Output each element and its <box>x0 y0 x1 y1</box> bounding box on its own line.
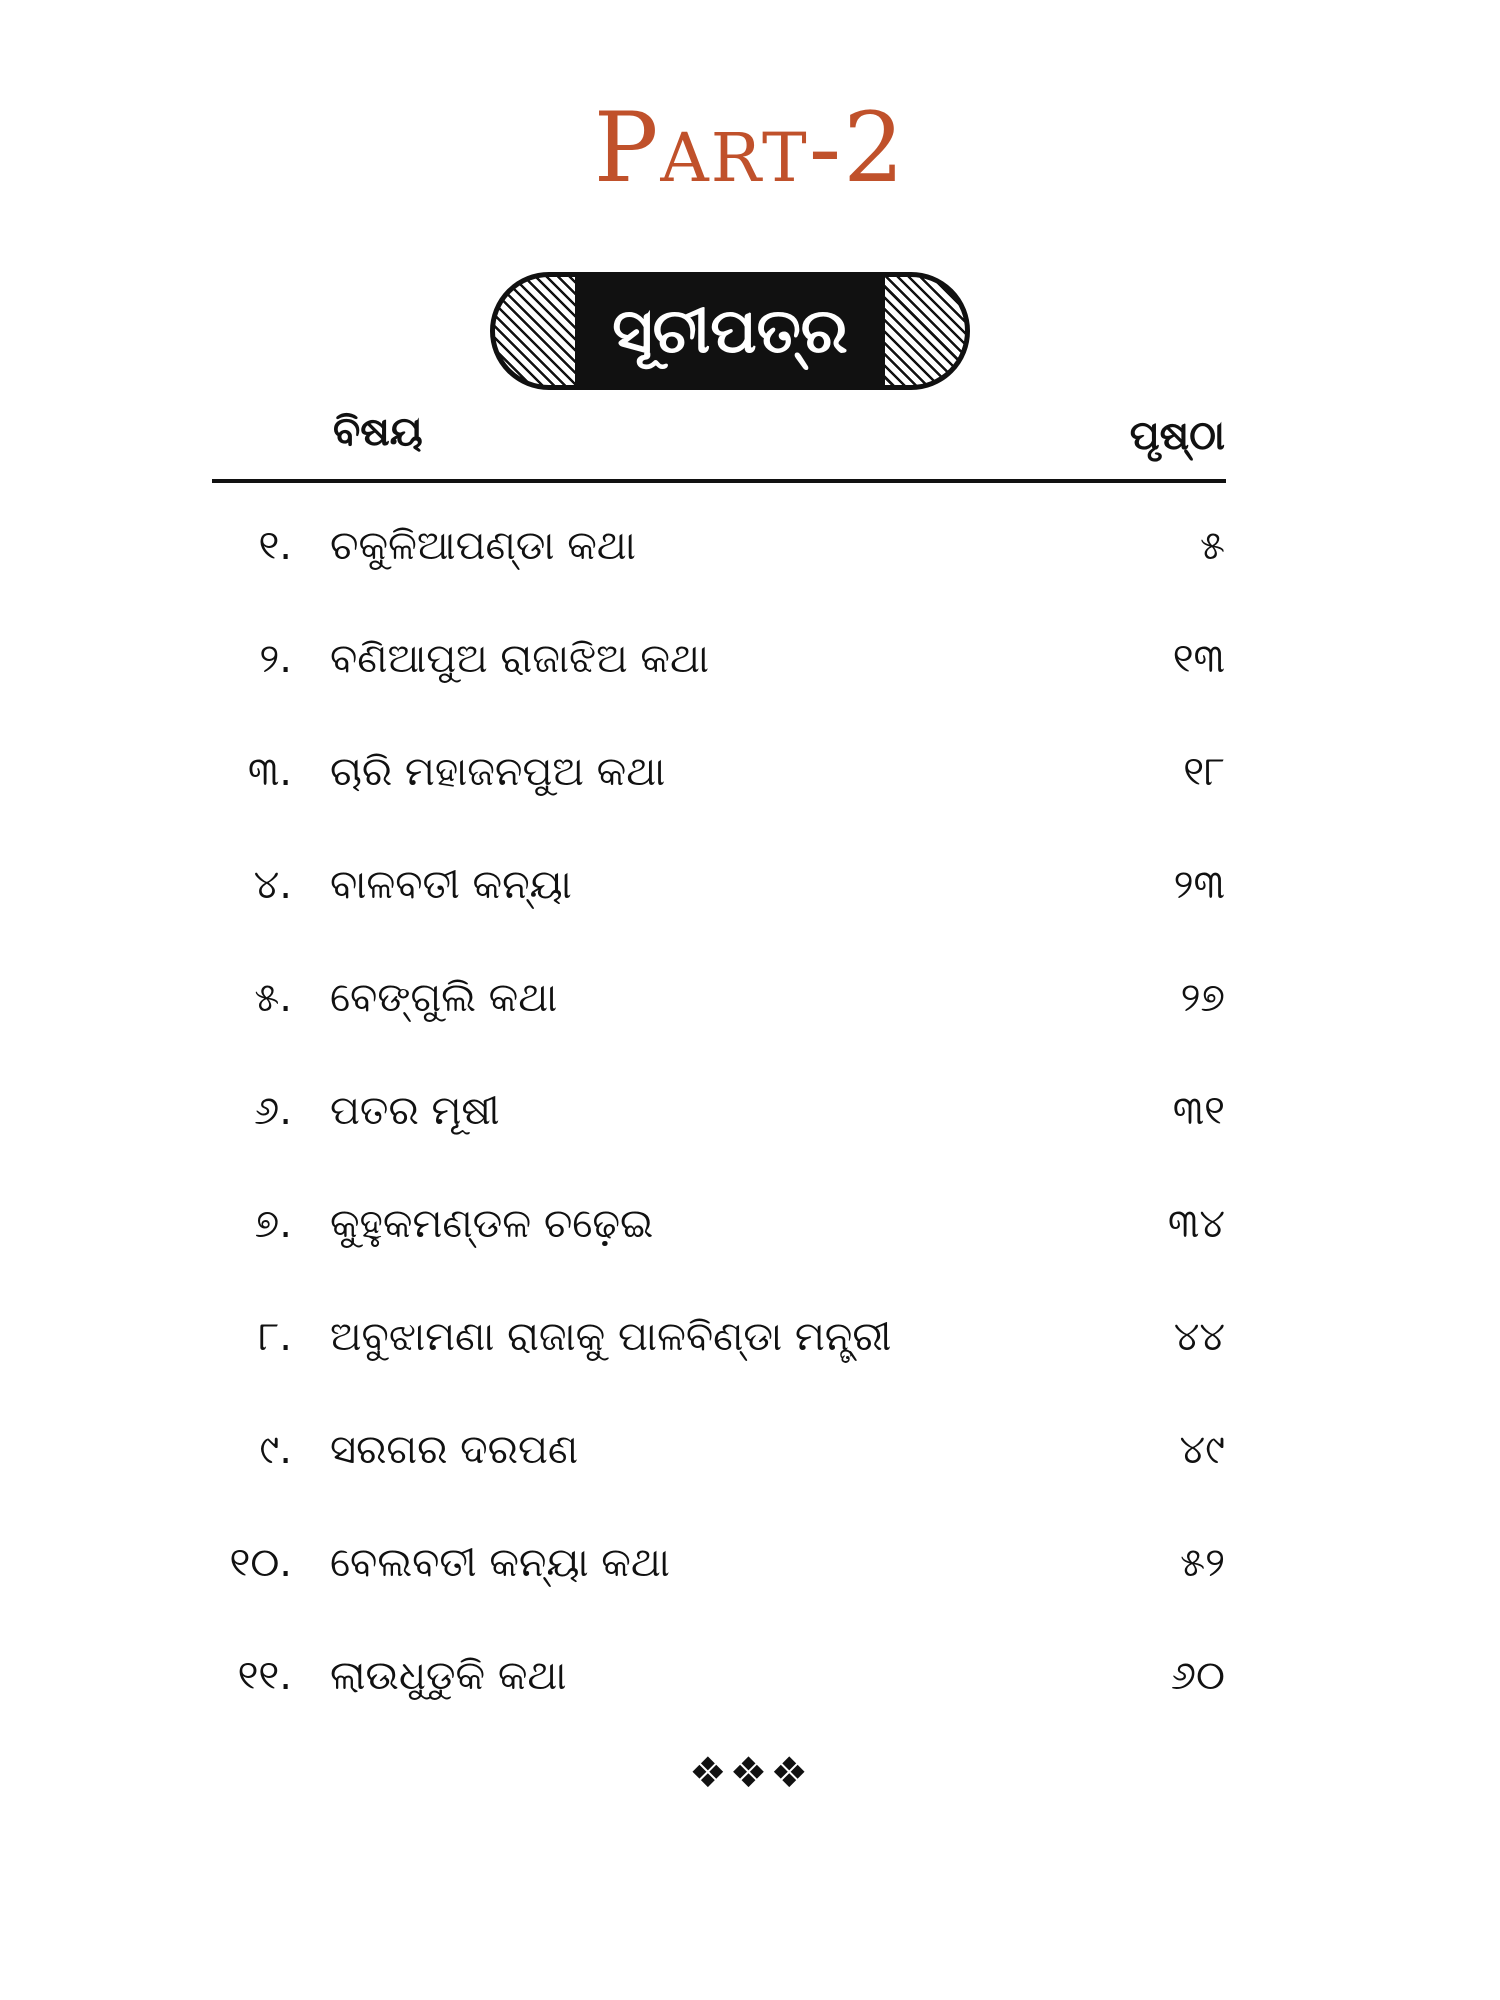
entry-title: ଚାରି ମହାଜନପୁଅ କଥା <box>330 749 666 795</box>
entry-number: ୩. <box>247 749 292 795</box>
entry-number: ୧୧. <box>237 1653 292 1699</box>
entry-title: ଚକୁଳିଆପଣ୍ଡା କଥା <box>330 523 636 569</box>
entry-page: ୫ <box>1200 523 1225 569</box>
entry-number: ୨. <box>259 636 292 682</box>
contents-banner <box>490 272 970 390</box>
entry-title: ପତର ମୂଷୀ <box>330 1088 500 1134</box>
entry-title: ବଣିଆପୁଅ ରାଜାଝିଅ କଥା <box>330 636 710 682</box>
column-header-subject: ବିଷୟ <box>333 409 423 455</box>
entry-page: ୬୦ <box>1170 1653 1225 1699</box>
contents-banner-center <box>575 277 885 385</box>
contents-heading: ସୂଚୀପତ୍ର <box>612 294 848 367</box>
entry-page: ୧୩ <box>1172 636 1225 682</box>
entry-number: ୧୦. <box>229 1540 292 1586</box>
entry-number: ୫. <box>254 975 292 1021</box>
column-header-page: ପୃଷ୍ଠା <box>1129 413 1225 459</box>
entry-title: ବେଲବତୀ କନ୍ୟା କଥା <box>330 1540 670 1586</box>
entry-number: ୭. <box>254 1201 292 1247</box>
toc-entry <box>0 1396 1500 1509</box>
table-of-contents <box>0 492 1500 1735</box>
entry-page: ୨୭ <box>1180 975 1225 1021</box>
entry-page: ୩୧ <box>1172 1088 1225 1134</box>
entry-number: ୬. <box>254 1088 292 1134</box>
toc-entry <box>0 1170 1500 1283</box>
toc-entry <box>0 492 1500 605</box>
entry-page: ୫୨ <box>1180 1540 1225 1586</box>
ornament-divider: ❖❖❖ <box>689 1748 811 1797</box>
entry-page: ୪୪ <box>1173 1314 1225 1360</box>
entry-number: ୯. <box>259 1427 292 1473</box>
toc-entry <box>0 831 1500 944</box>
entry-title: ବାଳବତୀ କନ୍ୟା <box>330 862 572 908</box>
entry-page: ୩୪ <box>1167 1201 1225 1247</box>
entry-number: ୪. <box>253 862 292 908</box>
toc-entry <box>0 605 1500 718</box>
entry-number: ୮. <box>258 1314 292 1360</box>
entry-title: ଅବୁଝାମଣା ରାଜାକୁ ପାଳବିଣ୍ଡା ମନ୍ତ୍ରୀ <box>330 1314 892 1360</box>
toc-entry <box>0 1283 1500 1396</box>
entry-title: ବେଙ୍ଗୁଲି କଥା <box>330 975 558 1021</box>
entry-title: ସରଗର ଦରପଣ <box>330 1427 579 1473</box>
entry-title: ଲାଉଧୁଡୁକି କଥା <box>330 1653 567 1699</box>
part-title: Part-2 <box>593 92 907 204</box>
entry-title: କୁହୁକମଣ୍ଡଳ ଚଢ଼େଇ <box>330 1201 654 1247</box>
toc-entry <box>0 1509 1500 1622</box>
entry-page: ୪୯ <box>1179 1427 1225 1473</box>
entry-number: ୧. <box>258 523 292 569</box>
toc-entry <box>0 718 1500 831</box>
toc-entry <box>0 1057 1500 1170</box>
entry-page: ୨୩ <box>1173 862 1225 908</box>
header-rule <box>212 479 1226 483</box>
toc-entry <box>0 1622 1500 1735</box>
entry-page: ୧୮ <box>1183 749 1225 795</box>
toc-entry <box>0 944 1500 1057</box>
